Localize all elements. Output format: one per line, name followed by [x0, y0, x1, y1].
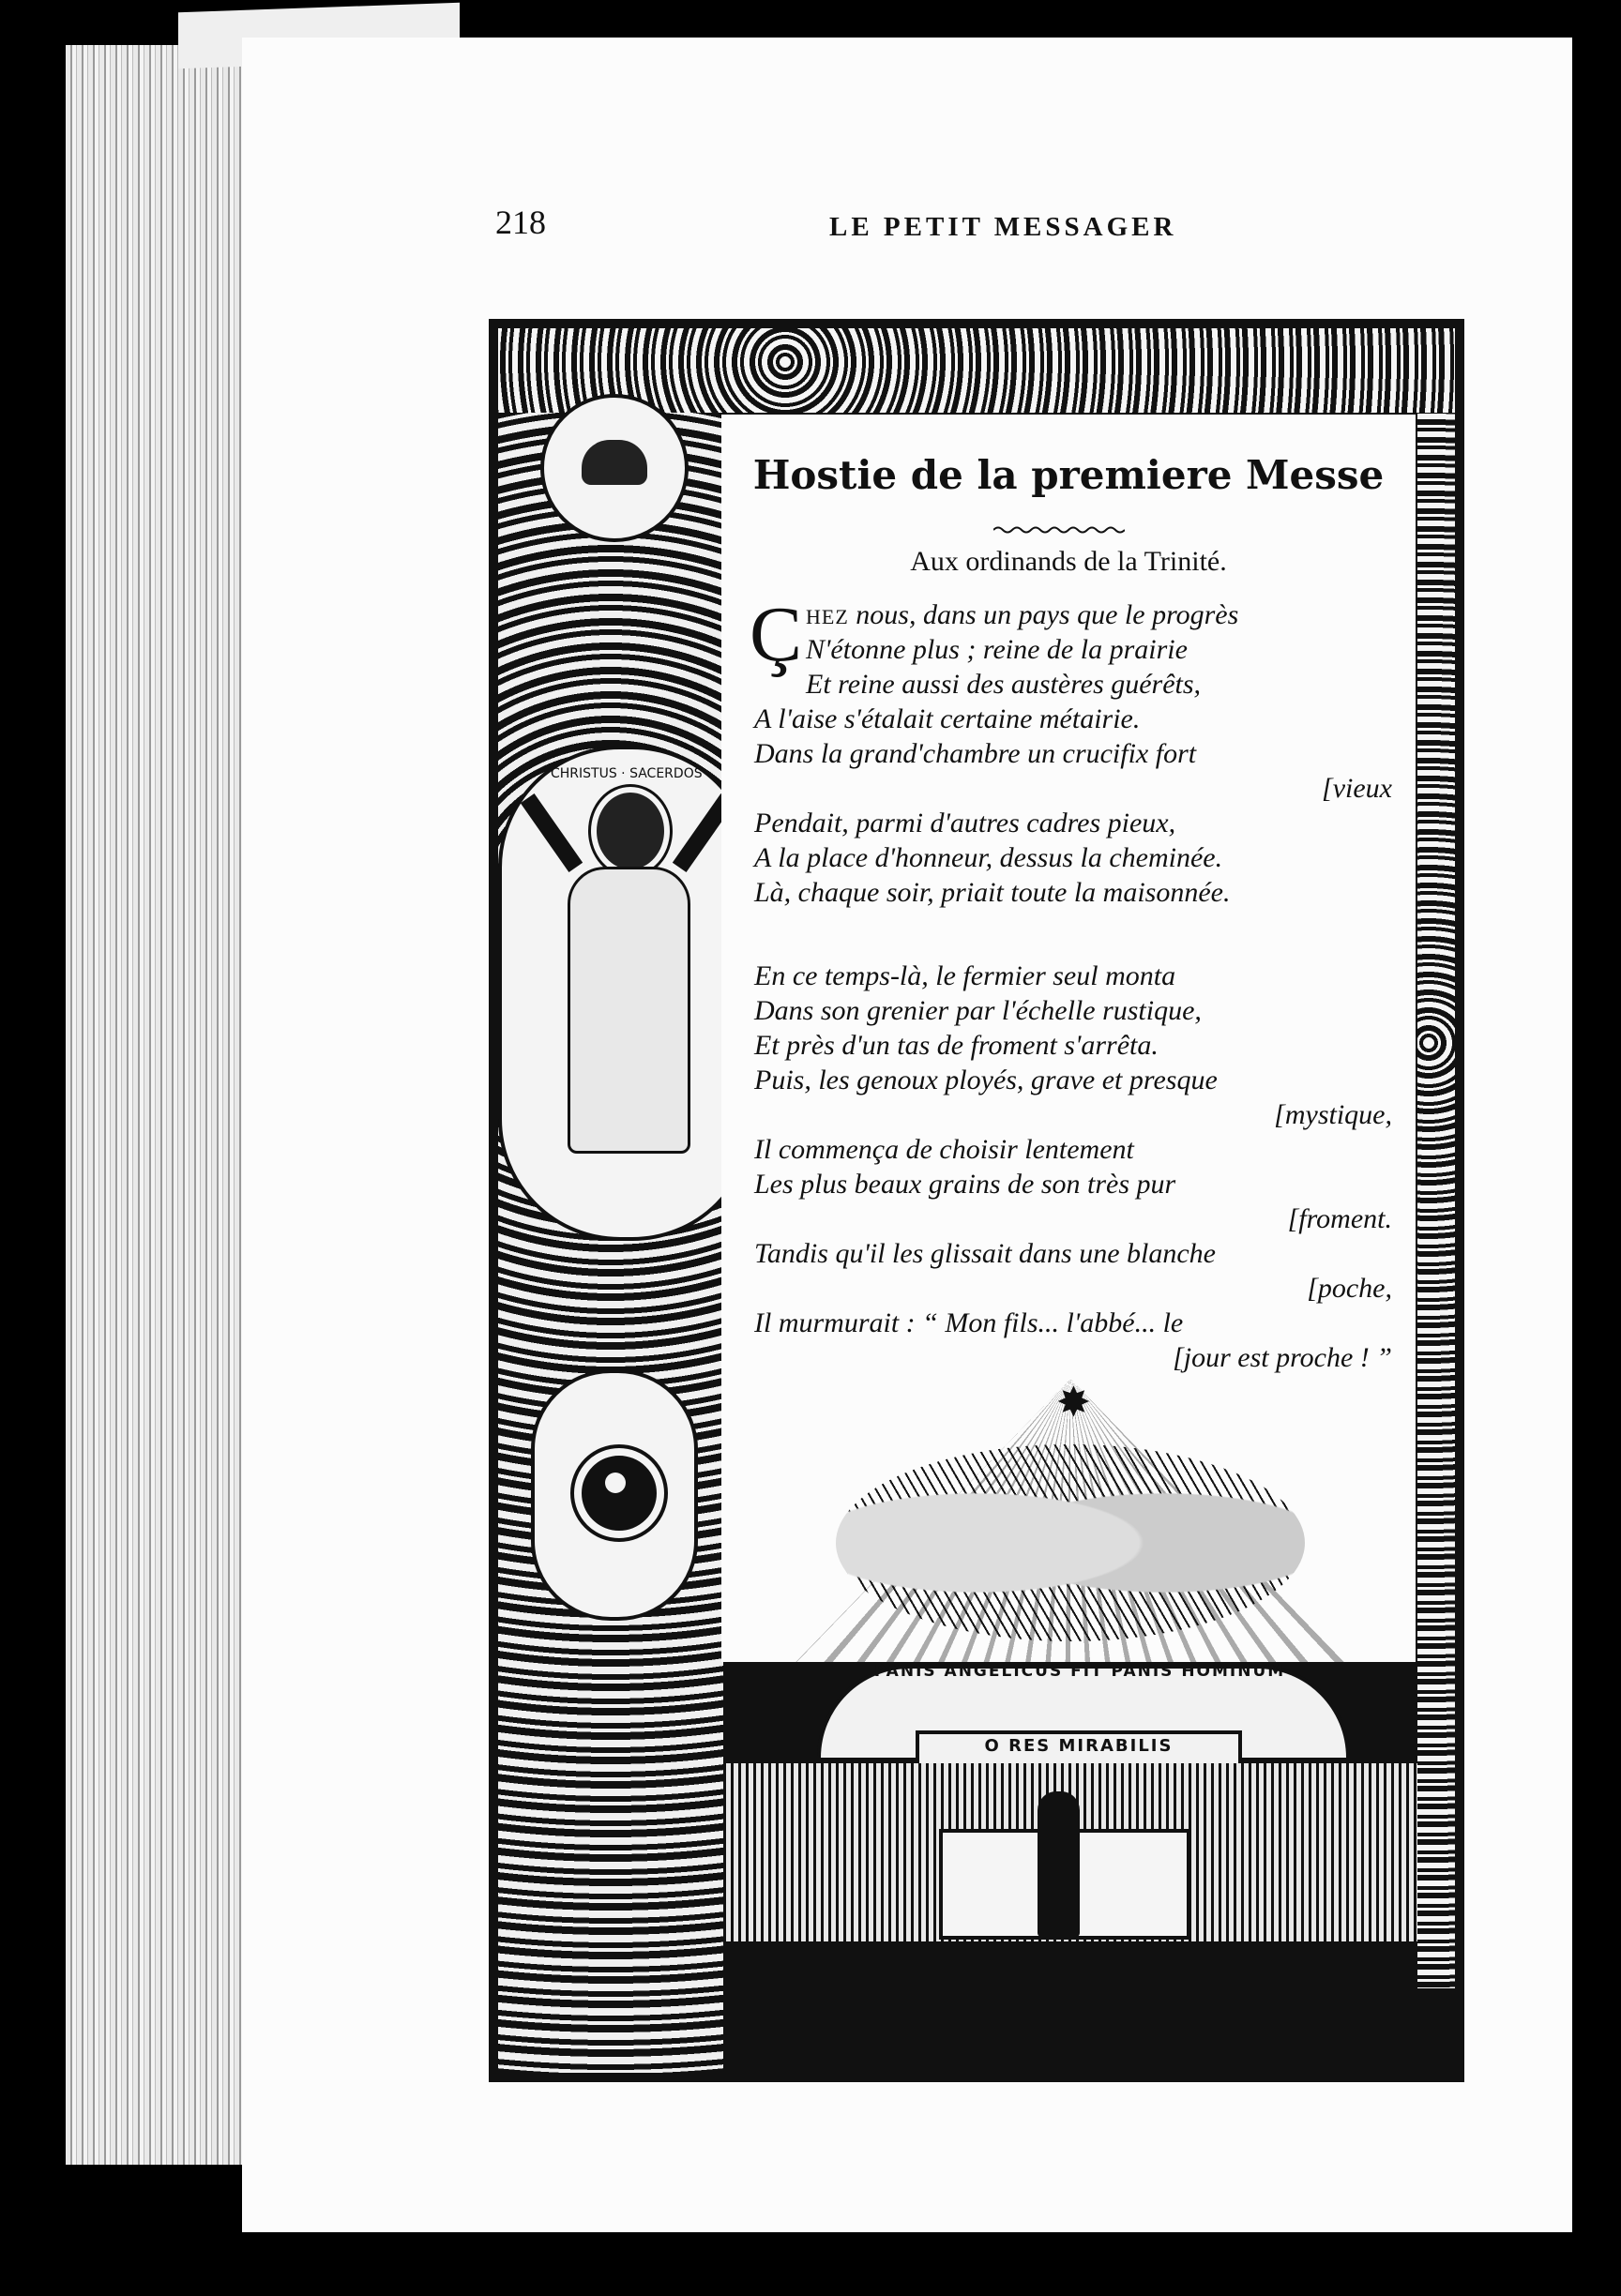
verse-turnover: [jour est proche ! ”: [1173, 1342, 1392, 1373]
lamb-medallion: [540, 394, 689, 542]
verse: Il commença de choisir lentement: [754, 1134, 1134, 1165]
verse: Tandis qu'il les glissait dans une blanche: [754, 1238, 1216, 1269]
verse: Là, chaque soir, priait toute la maisonnée.: [754, 877, 1231, 908]
dedication: Aux ordinands de la Trinité.: [910, 546, 1227, 577]
celebrant-figure: [1038, 1791, 1080, 1937]
priest-medallion: [498, 746, 754, 1241]
verse-turnover: [froment.: [1287, 1203, 1392, 1234]
poem-title: Hostie de la premiere Messe: [752, 452, 1385, 498]
page-number: 218: [495, 204, 546, 241]
stanza-2: [754, 959, 1392, 1375]
title-flourish: [993, 525, 1125, 535]
stanza-1: [750, 591, 1392, 910]
banner-lower-text: O RES MIRABILIS: [984, 1736, 1174, 1756]
altar-scene-illustration: [723, 1379, 1417, 1941]
verse: Et reine aussi des austères guérêts,: [806, 669, 1202, 700]
running-title: LE PETIT MESSAGER: [829, 212, 1177, 242]
angels-cloud: [836, 1444, 1305, 1641]
verse-turnover: [mystique,: [1274, 1099, 1392, 1130]
verse: [754, 597, 1392, 632]
medallion-label: CHRISTUS · SACERDOS: [551, 766, 703, 781]
right-ornament-border: [1417, 413, 1455, 1988]
verse: Les plus beaux grains de son très pur: [754, 1169, 1176, 1200]
illustrated-plate: [489, 319, 1464, 2082]
verse: En ce temps-là, le fermier seul monta: [754, 960, 1176, 991]
banner-upper-text: PANIS ANGELICUS FIT PANIS HOMINUM: [873, 1662, 1286, 1681]
verse: A l'aise s'étalait certaine métairie.: [754, 703, 1141, 734]
verse: Puis, les genoux ployés, grave et presque: [754, 1065, 1218, 1095]
verse: Pendait, parmi d'autres cadres pieux,: [754, 808, 1176, 838]
chalice-host-icon: [574, 1448, 664, 1538]
binding-shadow: [1572, 0, 1585, 2296]
left-ornament-border: [498, 413, 723, 2073]
verse: Dans son grenier par l'échelle rustique,: [754, 995, 1202, 1026]
raised-arm-left: [521, 793, 583, 872]
verse: Il murmurait : “ Mon fils... l'abbé... le: [754, 1307, 1184, 1338]
dropcap-continuation: HEZ: [806, 605, 849, 628]
verse: Et près d'un tas de froment s'arrêta.: [754, 1030, 1159, 1061]
star-icon: ✸: [1056, 1379, 1091, 1427]
verse: A la place d'honneur, dessus la cheminée.: [754, 842, 1223, 873]
verse-turnover: [vieux: [1322, 773, 1392, 804]
haloed-head-icon: [591, 787, 670, 875]
verse: N'étonne plus ; reine de la prairie: [806, 634, 1188, 665]
priest-vestment: [568, 867, 690, 1154]
host-medallion: [531, 1369, 698, 1621]
drop-cap: Ç: [750, 591, 803, 678]
verse-turnover: [poche,: [1307, 1273, 1392, 1304]
lamb-icon: [582, 440, 647, 485]
verse-text: nous, dans un pays que le progrès: [848, 599, 1239, 630]
verse: Dans la grand'chambre un crucifix fort: [754, 738, 1197, 769]
page-header: [495, 203, 1218, 259]
